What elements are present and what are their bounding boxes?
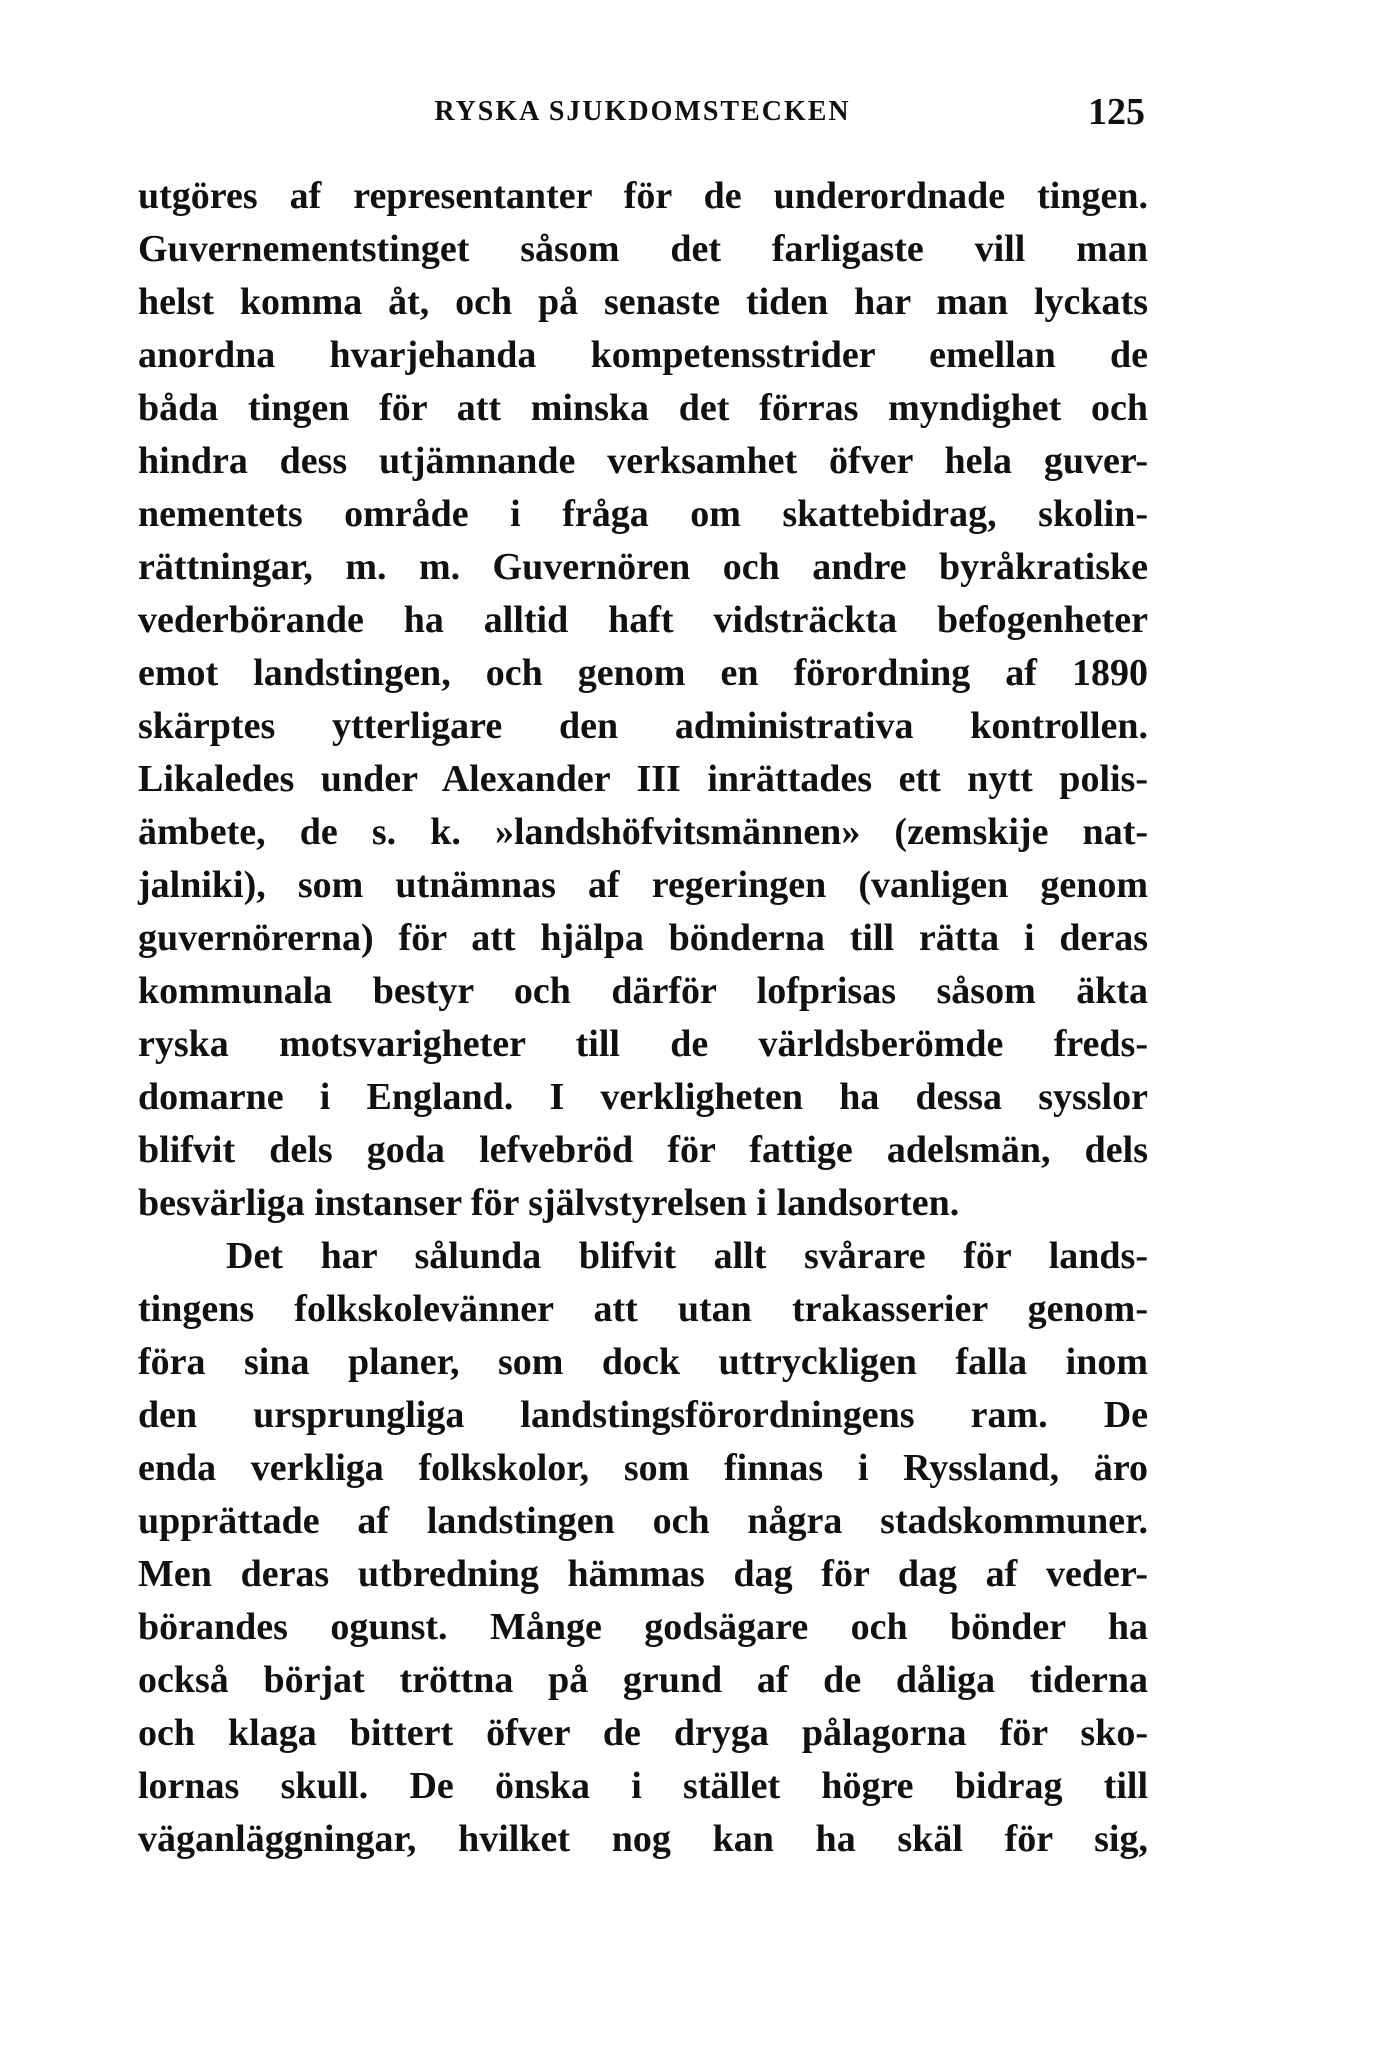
page-number: 125 [1088,91,1145,133]
text-line: båda tingen för att minska det förras myndighet och [138,387,1148,429]
text-line: Men deras utbredning hämmas dag för dag af veder- [138,1553,1148,1595]
text-line: också börjat tröttna på grund af de dåliga tiderna [138,1659,1148,1701]
body-text [138,170,1148,1866]
running-header [140,91,1145,136]
text-line: blifvit dels goda lefvebröd för fattige adelsmän, dels [138,1129,1148,1171]
text-line: den ursprungliga landstingsförordningens ram. De [138,1394,1148,1436]
text-line: Guvernementstinget såsom det farligaste vill man [138,228,1148,270]
text-line: tingens folkskolevänner att utan trakasserier genom- [138,1288,1148,1330]
text-line: domarne i England. I verkligheten ha dessa sysslor [138,1076,1148,1118]
text-line: jalniki), som utnämnas af regeringen (vanligen genom [138,864,1148,906]
text-line: upprättade af landstingen och några stadskommuner. [138,1500,1148,1542]
text-line: Likaledes under Alexander III inrättades ett nytt polis- [138,758,1148,800]
text-line: skärptes ytterligare den administrativa kontrollen. [138,705,1148,747]
text-line: kommunala bestyr och därför lofprisas såsom äkta [138,970,1148,1012]
running-title: RYSKA SJUKDOMSTECKEN [434,96,851,127]
text-line: väganläggningar, hvilket nog kan ha skäl för sig, [138,1818,1148,1860]
text-line: rättningar, m. m. Guvernören och andre byråkratiske [138,546,1148,588]
text-line: vederbörande ha alltid haft vidsträckta befogenheter [138,599,1148,641]
text-line: ryska motsvarigheter till de världsberömde freds- [138,1023,1148,1065]
text-line: börandes ogunst. Månge godsägare och bönder ha [138,1606,1148,1648]
text-line: föra sina planer, som dock uttryckligen falla inom [138,1341,1148,1383]
text-line: lornas skull. De önska i stället högre bidrag till [138,1765,1148,1807]
text-line: nementets område i fråga om skattebidrag, skolin- [138,493,1148,535]
text-line: utgöres af representanter för de underordnade tingen. [138,175,1148,217]
paragraph-1 [138,170,1148,1230]
text-line: hindra dess utjämnande verksamhet öfver hela guver- [138,440,1148,482]
text-line: anordna hvarjehanda kompetensstrider emellan de [138,334,1148,376]
text-line: besvärliga instanser för självstyrelsen i landsorten. [138,1182,960,1224]
text-line: ämbete, de s. k. »landshöfvitsmännen» (zemskije nat- [138,811,1148,853]
text-line: emot landstingen, och genom en förordning af 1890 [138,652,1148,694]
text-line: helst komma åt, och på senaste tiden har man lyckats [138,281,1148,323]
paragraph-2 [138,1230,1148,1866]
text-line: enda verkliga folkskolor, som finnas i Ryssland, äro [138,1447,1148,1489]
text-line: Det har sålunda blifvit allt svårare för lands- [226,1235,1148,1277]
text-line: och klaga bittert öfver de dryga pålagorna för sko- [138,1712,1148,1754]
text-line: guvernörerna) för att hjälpa bönderna till rätta i deras [138,917,1148,959]
